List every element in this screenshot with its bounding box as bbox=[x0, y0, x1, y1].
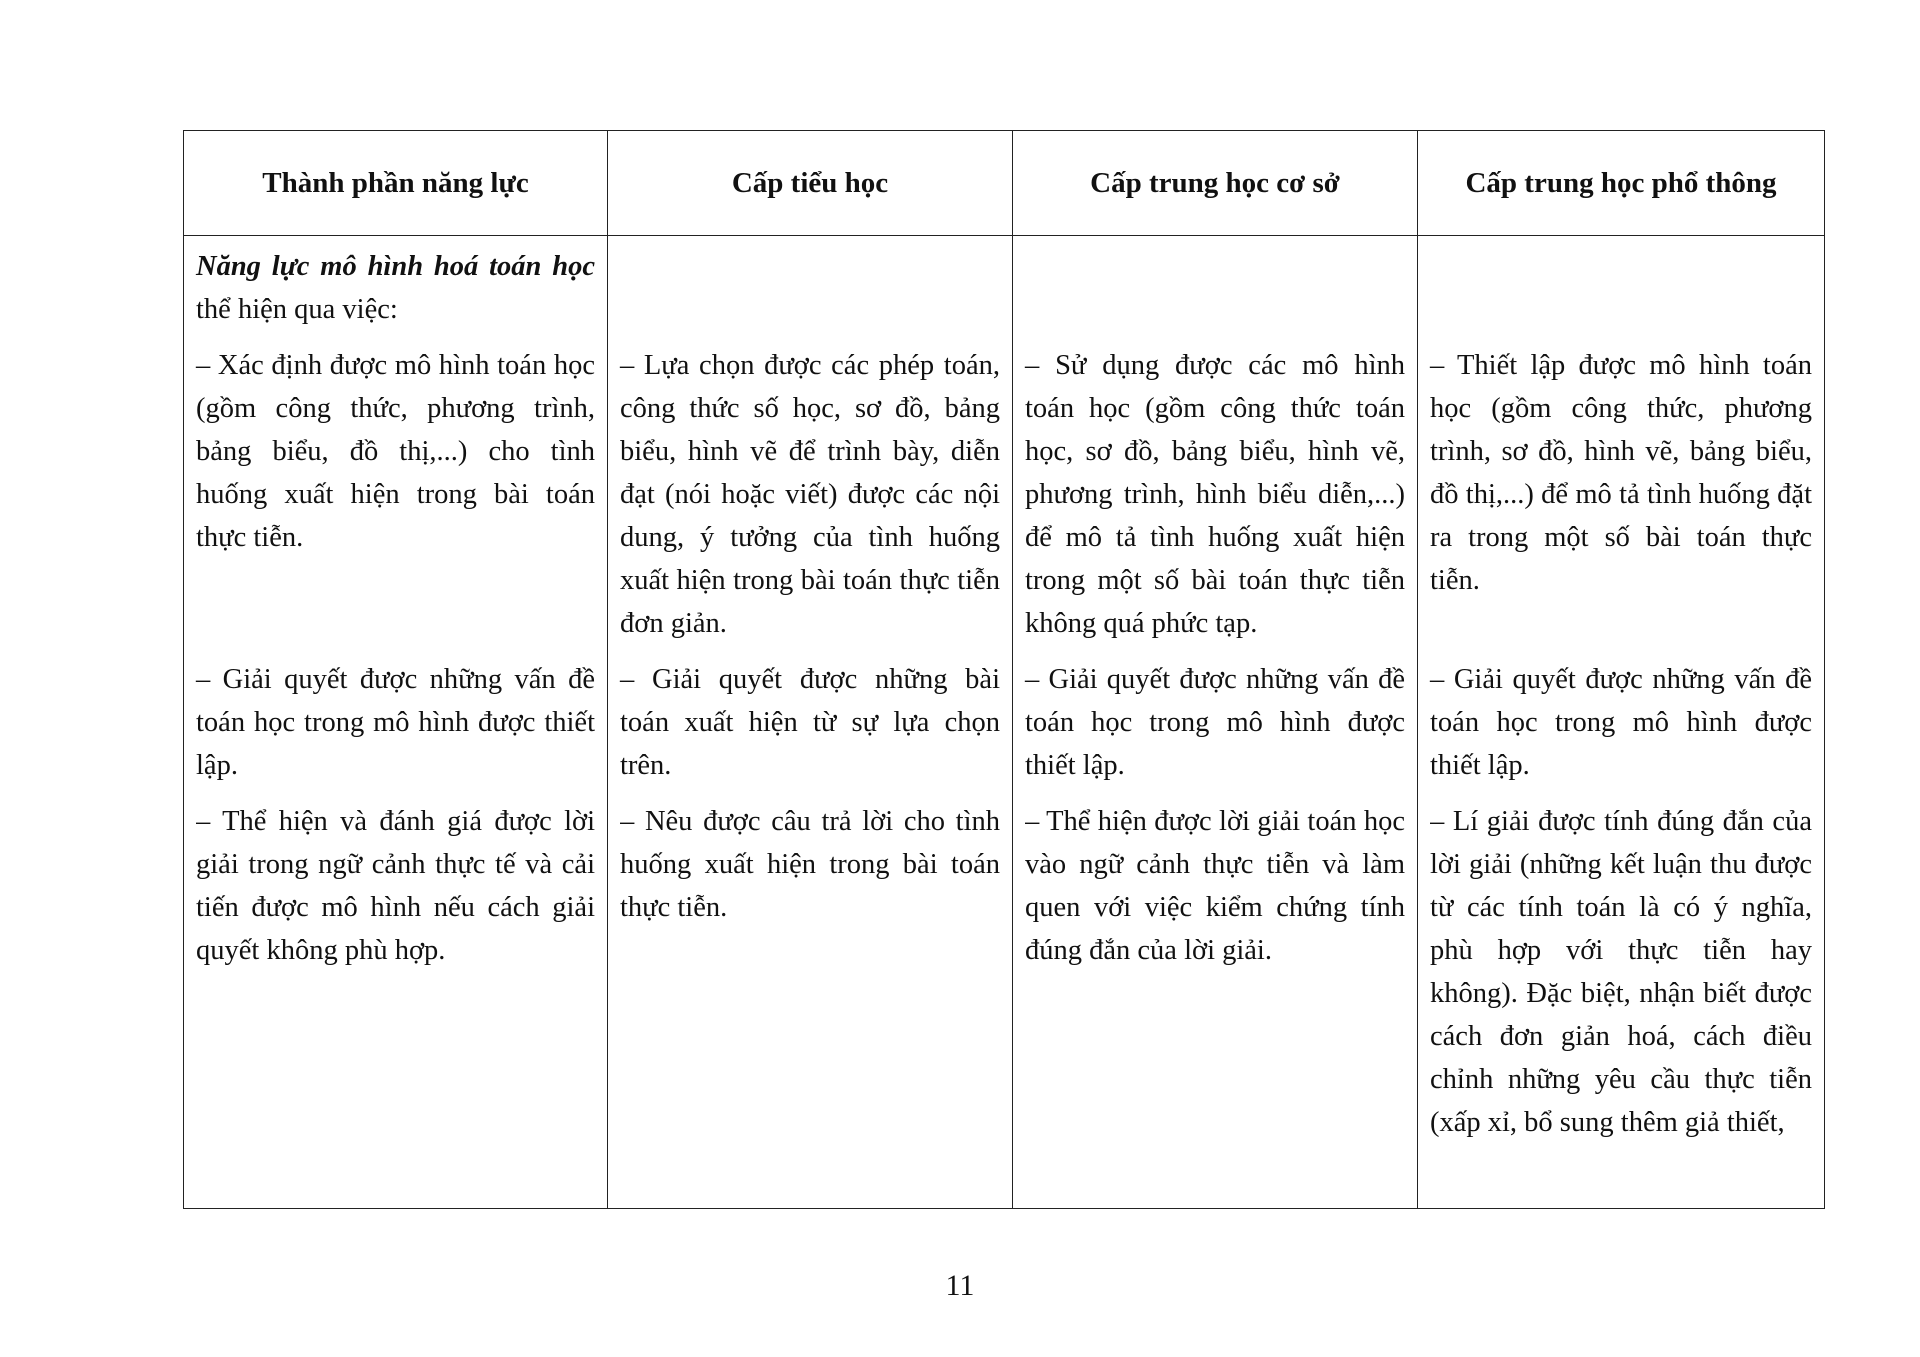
page-number: 11 bbox=[945, 1269, 975, 1302]
table-cell bbox=[608, 800, 1013, 1209]
header-row bbox=[184, 131, 1825, 236]
header-lower-secondary-level: Cấp trung học cơ sở bbox=[1013, 131, 1418, 236]
header-upper-secondary-level: Cấp trung học phổ thông bbox=[1418, 131, 1825, 236]
table-cell: – Giải quyết được những vấn đề toán học trong mô hình được thiết lập. bbox=[1418, 658, 1825, 800]
empty-cell bbox=[608, 236, 1013, 345]
table-row bbox=[184, 800, 1825, 1209]
table-cell: – Giải quyết được những bài toán xuất hiện từ sự lựa chọn trên. bbox=[608, 658, 1013, 800]
competency-table bbox=[183, 130, 1825, 1209]
table-cell bbox=[1418, 800, 1825, 1209]
table-cell: – Lựa chọn được các phép toán, công thức số học, sơ đồ, bảng biểu, hình vẽ để trình bày, diễn đạt (nói hoặc viết) được các nội dung, ý tưởng của tình huống xuất hiện trong bài toán thực tiễn đơn giản. bbox=[608, 344, 1013, 658]
table-cell: – Giải quyết được những vấn đề toán học trong mô hình được thiết lập. bbox=[1013, 658, 1418, 800]
empty-cell bbox=[1418, 236, 1825, 345]
table-cell bbox=[1013, 800, 1418, 1209]
competency-title: Năng lực mô hình hoá toán học bbox=[196, 251, 595, 282]
cell-text: – Nêu được câu trả lời cho tình huống xuất hiện trong bài toán thực tiễn. bbox=[620, 806, 1000, 923]
table-row bbox=[184, 344, 1825, 658]
table-cell: – Sử dụng được các mô hình toán học (gồm công thức toán học, sơ đồ, bảng biểu, hình vẽ, phương trình, hình biểu diễn,...) để mô tả tình huống xuất hiện trong một số bài toán thực tiễn không quá phức tạp. bbox=[1013, 344, 1418, 658]
table-cell: – Thiết lập được mô hình toán học (gồm công thức, phương trình, sơ đồ, hình vẽ, bảng biểu, đồ thị,...) để mô tả tình huống đặt ra trong một số bài toán thực tiễn. bbox=[1418, 344, 1825, 658]
competency-intro-text: thể hiện qua việc: bbox=[196, 294, 398, 325]
header-competency-component: Thành phần năng lực bbox=[184, 131, 608, 236]
cell-text: – Lí giải được tính đúng đắn của lời giải (những kết luận thu được từ các tính toán là có ý nghĩa, phù hợp với thực tiễn hay không). Đặc biệt, nhận biết được cách đơn giản hoá, cách điều chỉnh những yêu cầu thực tiễn (xấp xỉ, bổ sung thêm giả thiết, bbox=[1430, 806, 1812, 1138]
cell-text: – Thể hiện được lời giải toán học vào ngữ cảnh thực tiễn và làm quen với việc kiểm chứng tính đúng đắn của lời giải. bbox=[1025, 806, 1405, 966]
table-cell bbox=[184, 800, 608, 1209]
table-cell: – Giải quyết được những vấn đề toán học trong mô hình được thiết lập. bbox=[184, 658, 608, 800]
empty-cell bbox=[1013, 236, 1418, 345]
table-header bbox=[184, 131, 1825, 236]
cell-text: – Thể hiện và đánh giá được lời giải trong ngữ cảnh thực tế và cải tiến được mô hình nếu cách giải quyết không phù hợp. bbox=[196, 806, 595, 966]
table-cell: – Xác định được mô hình toán học (gồm công thức, phương trình, bảng biểu, đồ thị,...) cho tình huống xuất hiện trong bài toán thực tiễn. bbox=[184, 344, 608, 658]
intro-row bbox=[184, 236, 1825, 345]
table-row bbox=[184, 658, 1825, 800]
header-primary-level: Cấp tiểu học bbox=[608, 131, 1013, 236]
intro-cell bbox=[184, 236, 608, 345]
table-body bbox=[184, 236, 1825, 1209]
